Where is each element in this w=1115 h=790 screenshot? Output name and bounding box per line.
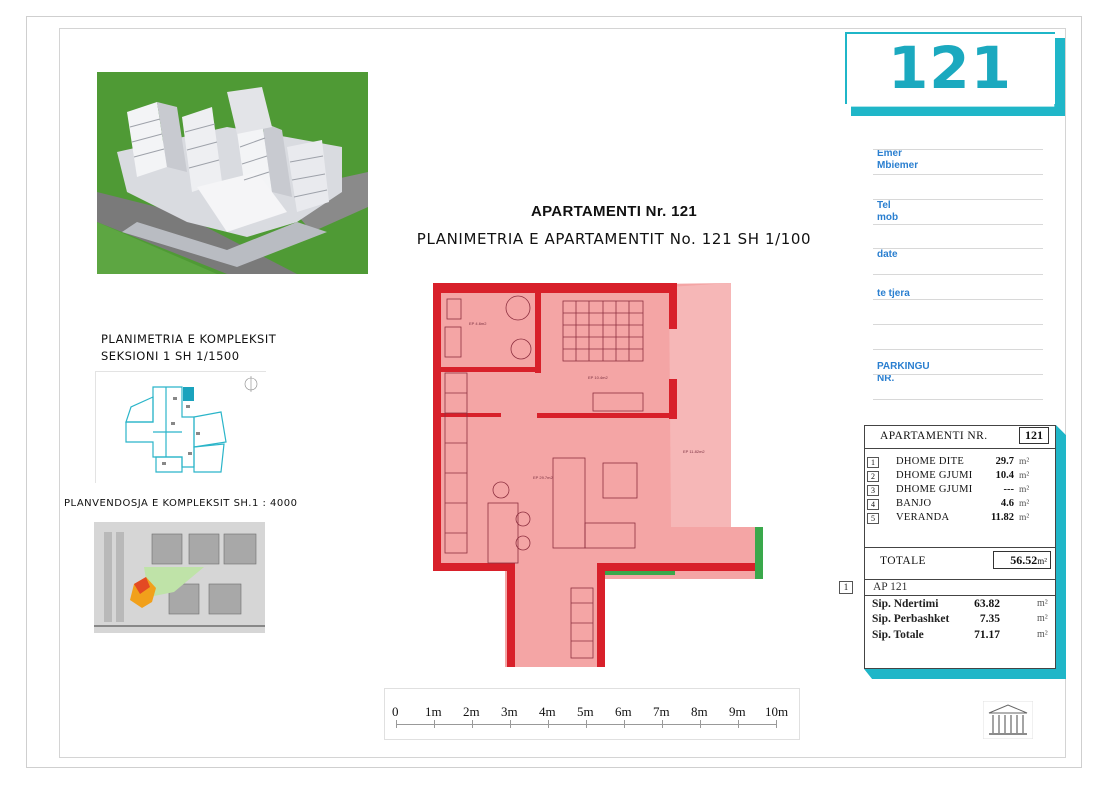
row-unit: m² [1019,471,1030,481]
info-line [873,324,1043,325]
row-unit: m² [1019,457,1030,467]
complex-plan-drawing [95,371,266,483]
date-label: date [877,249,898,260]
summary-unit: m² [1037,613,1048,624]
scale-label: 0 [392,704,399,719]
info-line [873,299,1043,300]
scale-label: 7m [653,704,670,719]
ap-index: 1 [839,581,853,594]
info-line [873,174,1043,175]
scale-tick [396,720,397,728]
row-name: DHOME GJUMI [896,484,973,495]
surname-label: Mbiemer [877,160,919,171]
svg-text:EP 4.6m2: EP 4.6m2 [469,321,487,326]
info-line [873,374,1043,375]
site-plan-drawing [94,522,265,633]
page-subtitle: PLANIMETRIA E APARTAMENTIT No. 121 SH 1/100 [416,230,812,248]
scale-label: 10m [765,704,789,719]
scale-tick [434,720,435,728]
parking-nr-label: NR. [877,373,895,384]
summary-name: Sip. Perbashket [872,613,950,625]
total-label: TOTALE [880,555,926,567]
scale-tick [700,720,701,728]
row-name: BANJO [896,498,932,509]
complex-plan-title-line2: SEKSIONI 1 SH 1/1500 [101,349,240,363]
building-render-image [97,72,368,274]
scale-tick [586,720,587,728]
info-line [873,248,1043,249]
table-header-number: 121 [1019,427,1049,444]
row-unit: m² [1019,485,1030,495]
scale-tick [738,720,739,728]
row-index: 1 [867,457,879,468]
summary-name: Sip. Ndertimi [872,598,939,610]
row-value: --- [1003,484,1014,495]
mob-label: mob [877,212,899,223]
row-value: 4.6 [1000,498,1014,509]
scale-label: 3m [501,704,518,719]
summary-value: 63.82 [974,598,1000,610]
info-line [873,224,1043,225]
row-value: 29.7 [995,456,1014,467]
row-index: 2 [867,471,879,482]
info-line [873,274,1043,275]
scale-label: 6m [615,704,632,719]
summary-unit: m² [1037,629,1048,640]
scale-tick [624,720,625,728]
scale-label: 2m [463,704,480,719]
summary-name: Sip. Totale [872,629,924,641]
table-header-label: APARTAMENTI NR. [880,430,988,442]
row-value: 10.4 [995,470,1014,481]
colonnade-logo-icon [983,701,1033,739]
summary-unit: m² [1037,598,1048,609]
scale-tick [510,720,511,728]
apartment-number: 121 [887,34,1013,102]
ap-label: AP 121 [864,579,1056,596]
info-line [873,349,1043,350]
scale-label: 8m [691,704,708,719]
table-separator [864,448,1056,449]
info-line [873,149,1043,150]
scale-tick [776,720,777,728]
info-line [873,199,1043,200]
scale-label: 1m [425,704,442,719]
row-name: VERANDA [896,512,950,523]
site-plan-title: PLANVENDOSJA E KOMPLEKSIT SH.1 : 4000 [64,498,298,509]
row-index: 5 [867,513,879,524]
svg-text:EP 10.4m2: EP 10.4m2 [588,375,608,380]
north-arrow-icon [245,376,257,392]
summary-value: 7.35 [979,613,1000,625]
info-line [873,399,1043,400]
svg-text:EP 11.82m2: EP 11.82m2 [683,449,705,454]
row-value: 11.82 [990,512,1014,523]
floor-plan [433,283,768,669]
row-unit: m² [1019,499,1030,509]
svg-text:EP 29.7m2: EP 29.7m2 [533,475,553,480]
scale-tick [472,720,473,728]
complex-plan-title-line1: PLANIMETRIA E KOMPLEKSIT [101,332,277,346]
total-value-box [993,551,1051,569]
other-label: te tjera [877,288,910,299]
scale-label: 9m [729,704,746,719]
tel-label: Tel [877,200,891,211]
row-name: DHOME DITE [896,456,965,467]
scale-label: 4m [539,704,556,719]
row-index: 3 [867,485,879,496]
parking-label: PARKINGU [877,361,930,372]
scale-tick [662,720,663,728]
summary-value: 71.17 [974,629,1000,641]
row-unit: m² [1019,513,1030,523]
table-separator [864,547,1056,548]
scale-label: 5m [577,704,594,719]
name-label: Emer [877,148,903,159]
scale-tick [548,720,549,728]
page-title: APARTAMENTI Nr. 121 [530,203,697,220]
row-index: 4 [867,499,879,510]
row-name: DHOME GJUMI [896,470,973,481]
total-unit: m² [1037,556,1047,566]
total-value: 56.52 [1010,553,1038,567]
